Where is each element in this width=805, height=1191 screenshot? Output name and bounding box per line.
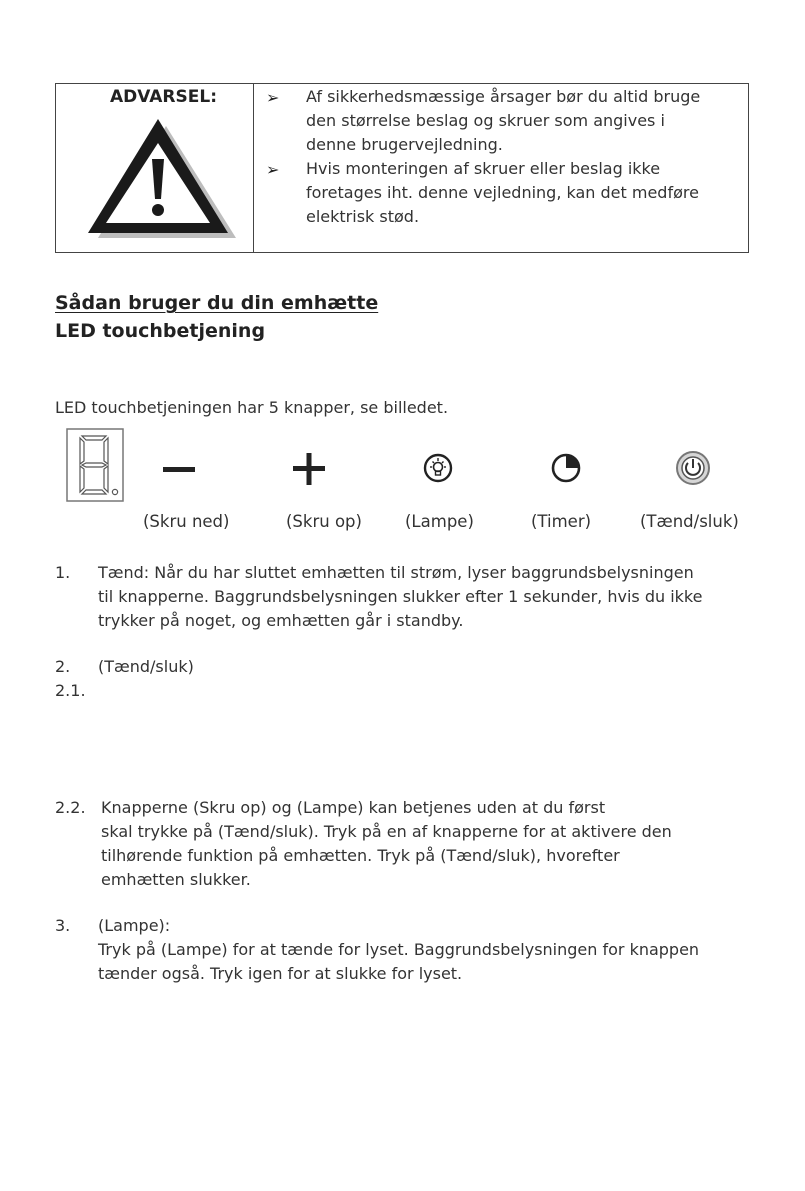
section-title: (Tænd/sluk)	[98, 657, 194, 676]
section-text-line: tænder også. Tryk igen for at slukke for lyset.	[98, 964, 463, 983]
seven-segment-display-icon	[66, 428, 124, 502]
section-text-line: emhætten slukker.	[101, 870, 251, 889]
section-number: 2.2.	[55, 798, 86, 817]
section-number: 2.1.	[55, 681, 86, 700]
bullet-arrow-icon: ➢	[266, 88, 280, 107]
warning-divider	[253, 83, 254, 253]
plus-icon[interactable]	[292, 452, 326, 486]
section-number: 3.	[55, 916, 71, 935]
warning-text-line: denne brugervejledning.	[306, 135, 503, 154]
caption-taend-sluk: (Tænd/sluk)	[640, 512, 739, 531]
warning-text-line: elektrisk stød.	[306, 207, 420, 226]
caption-skru-op: (Skru op)	[286, 512, 362, 531]
lamp-icon[interactable]	[421, 451, 455, 485]
caption-lampe: (Lampe)	[405, 512, 474, 531]
section-title: (Lampe):	[98, 916, 171, 935]
section-heading: Sådan bruger du din emhætte	[55, 292, 379, 314]
section-text-line: Tryk på (Lampe) for at tænde for lyset. Baggrundsbelysningen for knappen	[98, 940, 700, 959]
subsection-heading: LED touchbetjening	[55, 320, 266, 342]
section-text-line: tilhørende funktion på emhætten. Tryk på (Tænd/sluk), hvorefter	[101, 846, 620, 865]
warning-text-line: Af sikkerhedsmæssige årsager bør du altid bruge	[306, 87, 701, 106]
warning-text-line: den størrelse beslag og skruer som angives i	[306, 111, 665, 130]
warning-label: ADVARSEL:	[110, 87, 218, 107]
section-text-line: trykker på noget, og emhætten går i standby.	[98, 611, 464, 630]
timer-icon[interactable]	[549, 451, 583, 485]
warning-text-line: Hvis monteringen af skruer eller beslag ikke	[306, 159, 661, 178]
section-number: 1.	[55, 563, 71, 582]
power-icon[interactable]	[674, 449, 712, 487]
warning-triangle-icon	[86, 115, 238, 239]
section-text-line: Tænd: Når du har sluttet emhætten til strøm, lyser baggrundsbelysningen	[98, 563, 694, 582]
section-text-line: til knapperne. Baggrundsbelysningen slukker efter 1 sekunder, hvis du ikke	[98, 587, 703, 606]
caption-timer: (Timer)	[531, 512, 592, 531]
section-text-line: Knapperne (Skru op) og (Lampe) kan betjenes uden at du først	[101, 798, 606, 817]
bullet-arrow-icon: ➢	[266, 160, 280, 179]
minus-icon[interactable]	[162, 464, 196, 476]
caption-skru-ned: (Skru ned)	[143, 512, 230, 531]
warning-text-line: foretages iht. denne vejledning, kan det medføre	[306, 183, 699, 202]
section-number: 2.	[55, 657, 71, 676]
section-text-line: skal trykke på (Tænd/sluk). Tryk på en af knapperne for at aktivere den	[101, 822, 672, 841]
intro-text: LED touchbetjeningen har 5 knapper, se billedet.	[55, 398, 449, 417]
